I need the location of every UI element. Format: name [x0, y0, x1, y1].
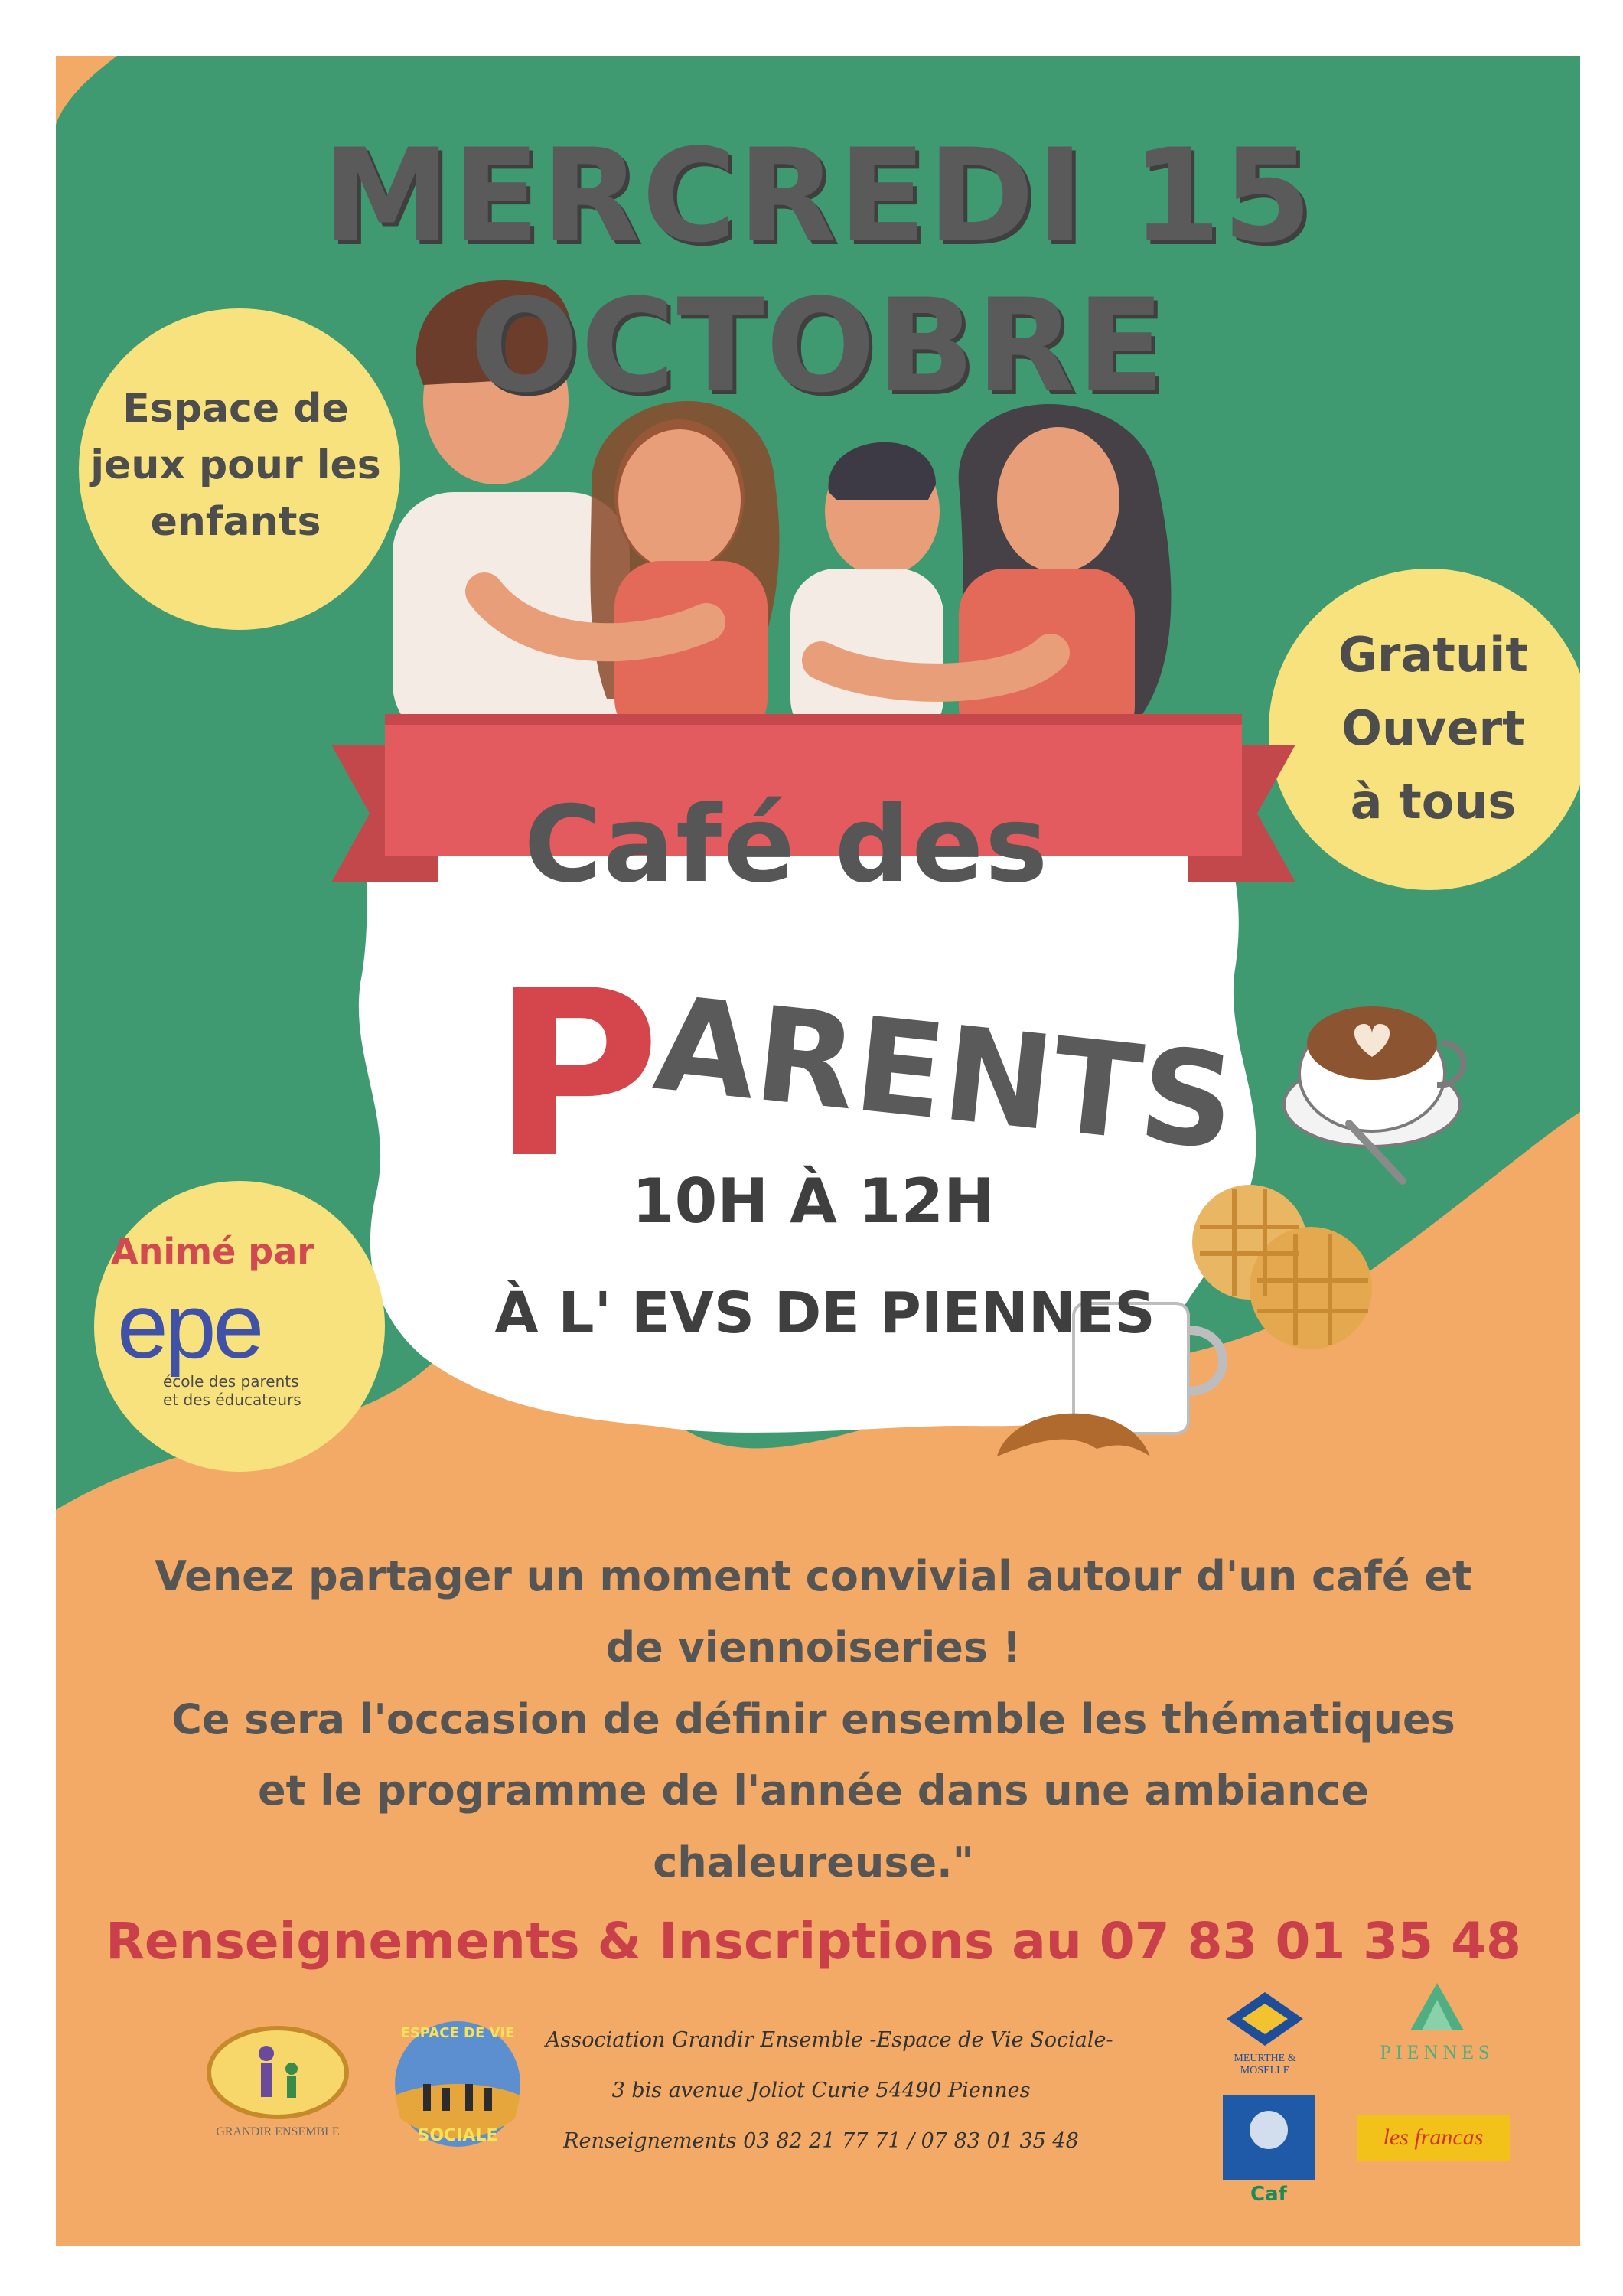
francas-logo [1357, 2115, 1510, 2161]
bubble-line: à tous [1350, 774, 1517, 830]
grandir-label: GRANDIR ENSEMBLE [216, 2125, 340, 2138]
bubble-line: enfants [150, 498, 321, 545]
meurthe-label: MEURTHE & MOSELLE [1234, 2053, 1296, 2076]
event-hours: 10H À 12H [631, 1166, 996, 1237]
bubble-line: jeux pour les [90, 442, 381, 488]
caf-logo [1223, 2095, 1315, 2218]
description [102, 1541, 1525, 1898]
bubble-line: Ouvert [1341, 700, 1525, 757]
free-entry-bubble [1295, 618, 1571, 839]
espace-vie-sociale-logo [385, 2011, 530, 2157]
epe-line-1: école des parents [163, 1372, 299, 1391]
event-venue: À L' EVS DE PIENNES [494, 1280, 1155, 1346]
bubble-line: Espace de [122, 386, 349, 432]
contact-line: Renseignements & Inscriptions au 07 83 01 35 48 [106, 1912, 1521, 1971]
description-line: Ce sera l'occasion de définir ensemble les thématiques [171, 1694, 1455, 1743]
bubble-line: Gratuit [1338, 627, 1528, 683]
piennes-logo [1349, 1977, 1525, 2069]
epe-line-2: et des éducateurs [163, 1391, 301, 1409]
footer-line: Renseignements 03 82 21 77 71 / 07 83 01 35 48 [563, 2129, 1079, 2154]
date-title: MERCREDI 15 OCTOBRE [322, 121, 1314, 421]
epe-logo-text: epe [117, 1275, 262, 1378]
animated-by-label: Animé par [111, 1231, 314, 1272]
footer-line: 3 bis avenue Joliot Curie 54490 Piennes [611, 2079, 1031, 2103]
description-line: de viennoiseries ! [605, 1623, 1022, 1672]
francas-label: les francas [1383, 2125, 1484, 2150]
meurthe-moselle-logo [1219, 1988, 1311, 2076]
description-line: chaleureuse." [653, 1838, 974, 1887]
parents-rest: ARENTS [647, 968, 1242, 1180]
grandir-ensemble-logo [201, 2023, 354, 2153]
footer-line: Association Grandir Ensemble -Espace de Vie Sociale- [546, 2028, 1113, 2052]
caf-label: Caf [1250, 2183, 1287, 2206]
espace-bottom: SOCIALE [417, 2126, 498, 2145]
description-line: et le programme de l'année dans une ambiance [258, 1766, 1369, 1815]
description-line: Venez partager un moment convivial autour d'un café et [155, 1552, 1472, 1600]
parents-full: PARENTS [423, 936, 427, 937]
piennes-label: PIENNES [1380, 2041, 1494, 2063]
epe-logo [117, 1275, 377, 1418]
kids-play-area-bubble [83, 381, 389, 550]
parents-initial: P [492, 941, 660, 1208]
poster [56, 56, 1580, 2246]
event-title-cafe: Café des [523, 783, 1050, 906]
association-info [546, 2015, 1113, 2167]
espace-top: ESPACE DE VIE [400, 2025, 515, 2041]
